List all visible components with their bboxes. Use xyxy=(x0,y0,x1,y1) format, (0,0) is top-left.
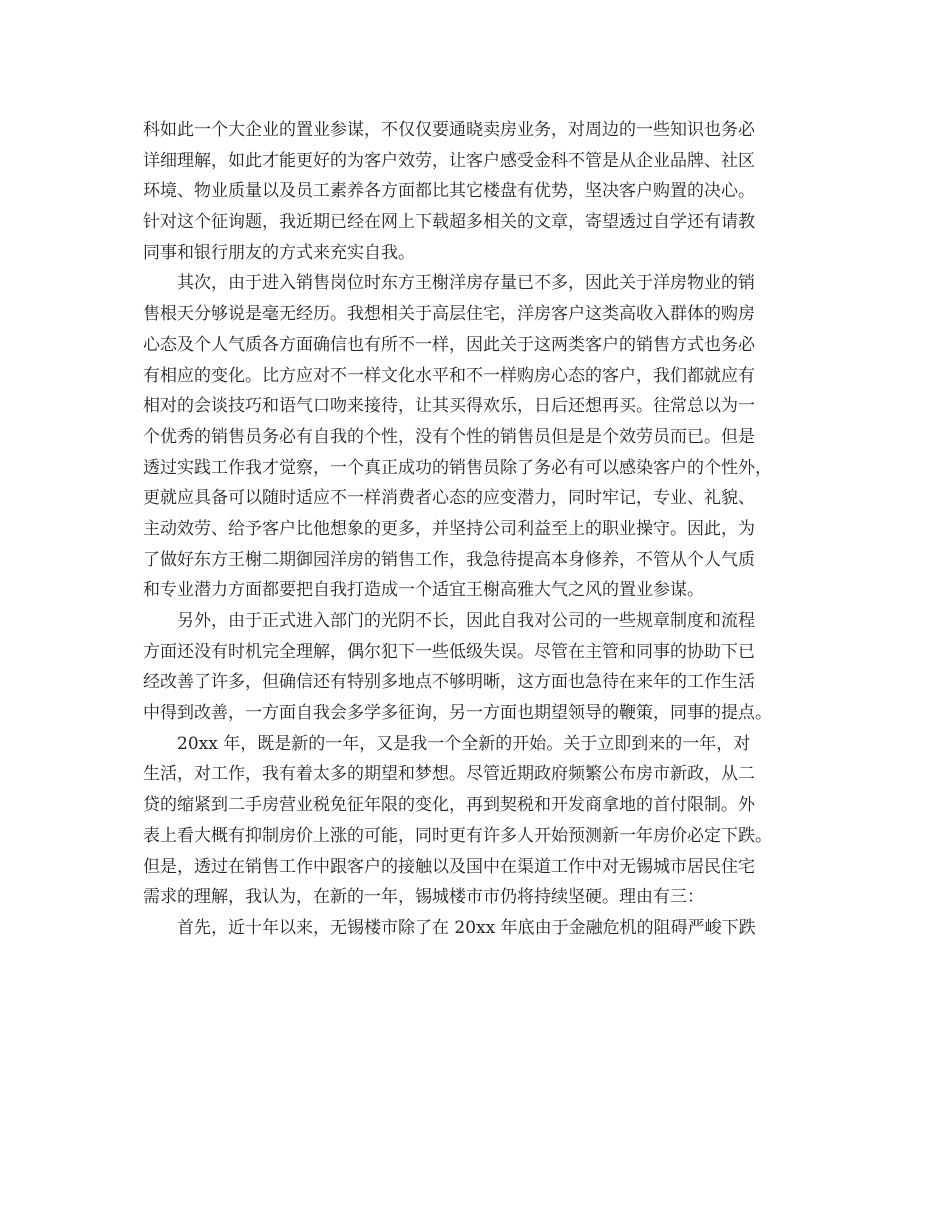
text-line: 科如此一个大企业的置业参谋，不仅仅要通晓卖房业务，对周边的一些知识也务必 xyxy=(143,120,755,140)
text-line: 心态及个人气质各方面确信也有所不一样，因此关于这两类客户的销售方式也务必 xyxy=(143,334,755,355)
text-line: 首先，近十年以来，无锡楼市除了在 20xx 年底由于金融危机的阻碍严峻下跌 xyxy=(177,917,756,938)
paragraph-1 xyxy=(143,115,823,268)
text-line: 透过实践工作我才觉察，一个真正成功的销售员除了务必有可以感染客户的个性外， xyxy=(143,457,772,478)
text-line: 经改善了许多，但确信还有特别多地点不够明晰，这方面也急待在来年的工作生活 xyxy=(143,672,755,693)
text-line: 有相应的变化。比方应对不一样文化水平和不一样购房心态的客户，我们都就应有 xyxy=(143,365,755,386)
paragraph-2 xyxy=(143,268,823,606)
text-line: 需求的理解，我认为，在新的一年，锡城楼市市仍将持续坚硬。理由有三： xyxy=(143,887,704,908)
text-line: 针对这个征询题，我近期已经在网上下载超多相关的文章，寄望透过自学还有请教 xyxy=(143,212,755,233)
text-line: 其次，由于进入销售岗位时东方王榭洋房存量已不多，因此关于洋房物业的销 xyxy=(177,273,755,294)
text-line: 环境、物业质量以及员工素养各方面都比其它楼盘有优势，坚决客户购置的决心。 xyxy=(143,181,755,202)
text-line: 20xx 年，既是新的一年，又是我一个全新的开始。关于立即到来的一年，对 xyxy=(177,733,751,754)
text-line: 相对的会谈技巧和语气口吻来接待，让其买得欢乐，日后还想再买。往常总以为一 xyxy=(143,396,755,417)
text-line: 生活，对工作，我有着太多的期望和梦想。尽管近期政府频繁公布房市新政，从二 xyxy=(143,764,755,785)
text-line: 和专业潜力方面都要把自我打造成一个适宜王榭高雅大气之风的置业参谋。 xyxy=(143,580,704,601)
text-line: 但是，透过在销售工作中跟客户的接触以及国中在渠道工作中对无锡城市居民住宅 xyxy=(143,856,755,877)
document-body xyxy=(143,115,823,944)
text-line: 表上看大概有抑制房价上涨的可能，同时更有许多人开始预测新一年房价必定下跌。 xyxy=(143,825,772,846)
paragraph-4 xyxy=(143,729,823,913)
text-line: 贷的缩紧到二手房营业税免征年限的变化，再到契税和开发商拿地的首付限制。外 xyxy=(143,795,755,816)
text-line: 同事和银行朋友的方式来充实自我。 xyxy=(143,242,415,263)
text-line: 主动效劳、给予客户比他想象的更多，并坚持公司利益至上的职业操守。因此，为 xyxy=(143,518,755,539)
text-line: 更就应具备可以随时适应不一样消费者心态的应变潜力，同时牢记，专业、礼貌、 xyxy=(143,488,755,509)
text-line: 个优秀的销售员务必有自我的个性，没有个性的销售员但是是个效劳员而已。但是 xyxy=(143,426,755,447)
text-line: 售根天分够说是毫无经历。我想相关于高层住宅，洋房客户这类高收入群体的购房 xyxy=(143,304,755,325)
text-line: 中得到改善，一方面自我会多学多征询，另一方面也期望领导的鞭策，同事的提点。 xyxy=(143,703,772,724)
paragraph-3 xyxy=(143,606,823,729)
text-line: 了做好东方王榭二期御园洋房的销售工作，我急待提高本身修养，不管从个人气质 xyxy=(143,549,755,570)
paragraph-5 xyxy=(143,913,823,944)
text-line: 详细理解，如此才能更好的为客户效劳，让客户感受金科不管是从企业品牌、社区 xyxy=(143,150,755,171)
text-line: 方面还没有时机完全理解，偶尔犯下一些低级失误。尽管在主管和同事的协助下已 xyxy=(143,641,755,662)
text-line: 另外，由于正式进入部门的光阴不长，因此自我对公司的一些规章制度和流程 xyxy=(177,611,755,631)
